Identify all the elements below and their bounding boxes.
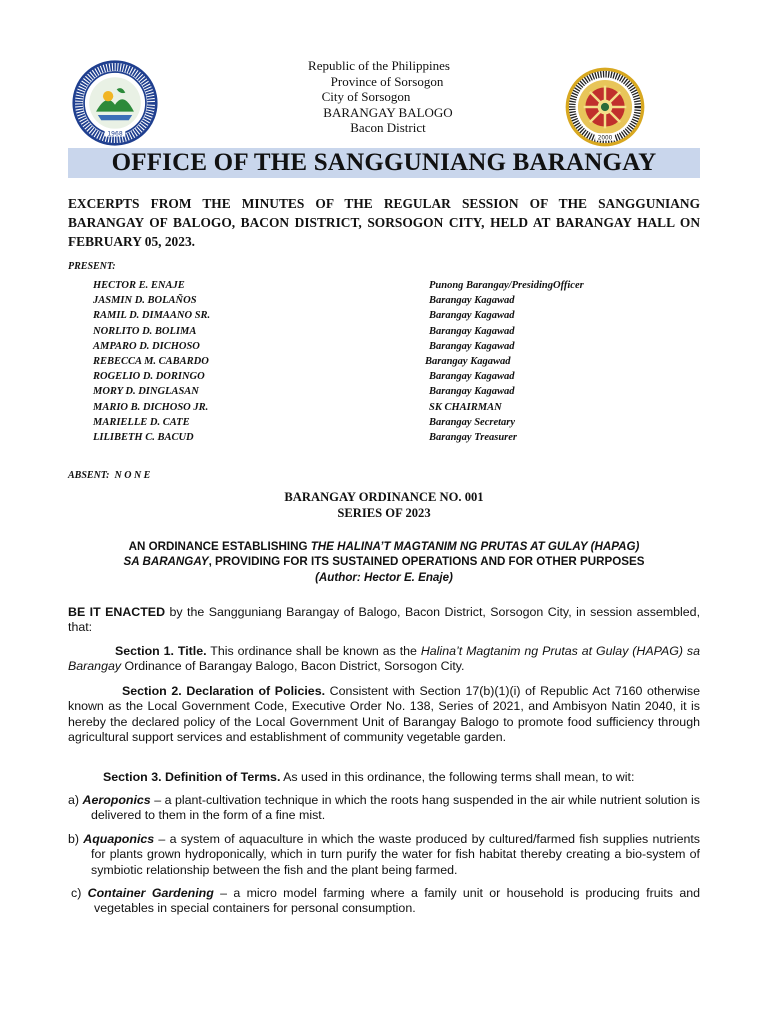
- official-row: [93, 356, 653, 371]
- enact-rest: by the Sangguniang Barangay of Balogo, Bacon District, Sorsogon City, in session assembled, that:: [68, 605, 701, 635]
- official-name: LILIBETH C. BACUD: [93, 431, 194, 443]
- def-a-label: a): [68, 793, 83, 807]
- official-position: Punong Barangay/PresidingOfficer: [429, 280, 584, 291]
- official-row: [93, 310, 653, 325]
- letterhead-line-2: Province of Sorsogon: [330, 73, 444, 89]
- letterhead-line-5: Bacon District: [350, 120, 426, 136]
- def-c-term: Container Gardening: [87, 886, 214, 900]
- official-name: NORLITO D. BOLIMA: [93, 325, 197, 337]
- absent-line: [68, 470, 150, 481]
- official-position: SK CHAIRMAN: [429, 401, 502, 413]
- section-3: [103, 770, 703, 785]
- absent-label: ABSENT:: [68, 470, 110, 481]
- def-b-text: – a system of aquaculture in which the waste produced by cultured/farmed fish supplies nutrients for plants grown hydroponically, which in turn purify the water for fish habitat thereby creating a bio-system of symbiotic relationship between the fish and the plant being farmed.: [91, 832, 700, 877]
- official-row: [93, 432, 653, 447]
- absent-value: N O N E: [114, 470, 151, 481]
- ordinance-heading: [0, 490, 768, 521]
- official-position: Barangay Kagawad: [425, 355, 511, 367]
- official-position: Barangay Kagawad: [429, 340, 515, 352]
- official-position: Barangay Kagawad: [429, 295, 515, 307]
- ordinance-author: [0, 570, 768, 585]
- left-seal-year: 1968: [107, 130, 123, 138]
- letterhead-line-4: BARANGAY BALOGO: [323, 104, 453, 120]
- ordinance-desc-1a: AN ORDINANCE ESTABLISHING: [128, 540, 311, 553]
- enacting-clause: [68, 605, 700, 636]
- present-label: PRESENT:: [68, 261, 116, 272]
- ordinance-series: SERIES OF 2023: [337, 505, 431, 520]
- ordinance-desc-2b: , PROVIDING FOR ITS SUSTAINED OPERATIONS AND FOR OTHER PURPOSES: [208, 555, 645, 569]
- definition-aeroponics: [68, 793, 700, 824]
- def-a-term: Aeroponics: [82, 793, 151, 807]
- official-name: MARIELLE D. CATE: [93, 416, 190, 428]
- ordinance-number: BARANGAY ORDINANCE NO. 001: [284, 490, 484, 504]
- section-1-text-a: This ordinance shall be known as the: [206, 644, 421, 658]
- def-c-text: – a micro model farming where a family unit or household is producing fruits and vegetables in special containers for personal consumption.: [94, 886, 700, 916]
- def-c-label: c): [71, 886, 88, 900]
- ordinance-desc-1b: THE HALINA’T MAGTANIM NG PRUTAS AT GULAY (HAPAG): [310, 540, 640, 553]
- section-1-title-italic: Halina’t Magtanim ng Prutas at Gulay (HAPAG) sa Barangay: [68, 644, 700, 674]
- def-b-term: Aquaponics: [83, 832, 155, 846]
- definition-container-gardening: [71, 886, 700, 917]
- official-position: Barangay Kagawad: [429, 310, 515, 322]
- section-2-text: Consistent with Section 17(b)(1)(i) of Republic Act 7160 otherwise known as the Local Government Code, Executive Order No. 138, Series of 2021, and Ambisyon Natin 2040, it is hereby the declared policy of the Local Government Unit of Barangay Balogo to promote food sufficiency through agricultural support services and establishment of community vegetable garden.: [68, 684, 700, 745]
- ordinance-description: [0, 539, 768, 585]
- official-row: [93, 341, 653, 356]
- def-a-text: – a plant-cultivation technique in which the roots hang suspended in the air while nutrient solution is delivered to them in the form of a fine mist.: [91, 793, 701, 823]
- ordinance-desc-line-2: [0, 554, 768, 569]
- official-position: Barangay Kagawad: [429, 325, 515, 337]
- minutes-excerpt-heading: EXCERPTS FROM THE MINUTES OF THE REGULAR SESSION OF THE SANGGUNIANG BARANGAY OF BALOGO, BACON DISTRICT, SORSOGON CITY, HELD AT BARANGAY HALL ON FEBRUARY 05, 2023.: [68, 196, 700, 249]
- official-row: [93, 371, 653, 386]
- official-name: REBECCA M. CABARDO: [93, 355, 209, 367]
- section-3-text: As used in this ordinance, the following terms shall mean, to wit:: [280, 770, 635, 784]
- official-position: Barangay Secretary: [429, 416, 516, 428]
- official-row: [93, 402, 653, 417]
- official-name: RAMIL D. DIMAANO SR.: [93, 310, 211, 322]
- letterhead-line-3: City of Sorsogon: [321, 89, 411, 105]
- official-name: MARIO B. DICHOSO JR.: [93, 401, 209, 413]
- section-1-heading: Section 1. Title.: [115, 644, 207, 658]
- section-2-heading: Section 2. Declaration of Policies.: [122, 684, 326, 698]
- section-2: [68, 684, 700, 746]
- section-1: [68, 644, 700, 675]
- letterhead: [0, 58, 768, 136]
- official-name: MORY D. DINGLASAN: [93, 386, 199, 398]
- official-row: [93, 417, 653, 432]
- attendance-list: [93, 280, 653, 447]
- definition-aquaponics: [68, 832, 700, 878]
- official-name: AMPARO D. DICHOSO: [93, 340, 200, 352]
- right-seal-year: 2000: [597, 135, 613, 142]
- official-position: Barangay Kagawad: [429, 371, 515, 383]
- ordinance-author-text: (Author: Hector E. Enaje): [315, 570, 453, 584]
- section-1-text-b: Ordinance of Barangay Balogo, Bacon District, Sorsogon City.: [121, 659, 465, 674]
- ordinance-desc-2a: SA BARANGAY: [123, 555, 209, 569]
- official-name: ROGELIO D. DORINGO: [93, 371, 205, 383]
- official-row: [93, 386, 653, 401]
- letterhead-line-1: Republic of the Philippines: [308, 58, 450, 73]
- def-b-label: b): [68, 832, 84, 846]
- office-title-banner: OFFICE OF THE SANGGUNIANG BARANGAY: [68, 148, 700, 178]
- official-name: JASMIN D. BOLAÑOS: [93, 295, 197, 307]
- official-position: Barangay Kagawad: [429, 386, 515, 398]
- official-row: [93, 326, 653, 341]
- enact-bold: BE IT ENACTED: [68, 605, 166, 619]
- section-3-heading: Section 3. Definition of Terms.: [103, 770, 281, 784]
- official-position: Barangay Treasurer: [429, 431, 517, 443]
- ordinance-desc-line-1: [0, 539, 768, 554]
- official-name: HECTOR E. ENAJE: [93, 280, 185, 291]
- official-row: [93, 295, 653, 310]
- official-row: [93, 280, 653, 295]
